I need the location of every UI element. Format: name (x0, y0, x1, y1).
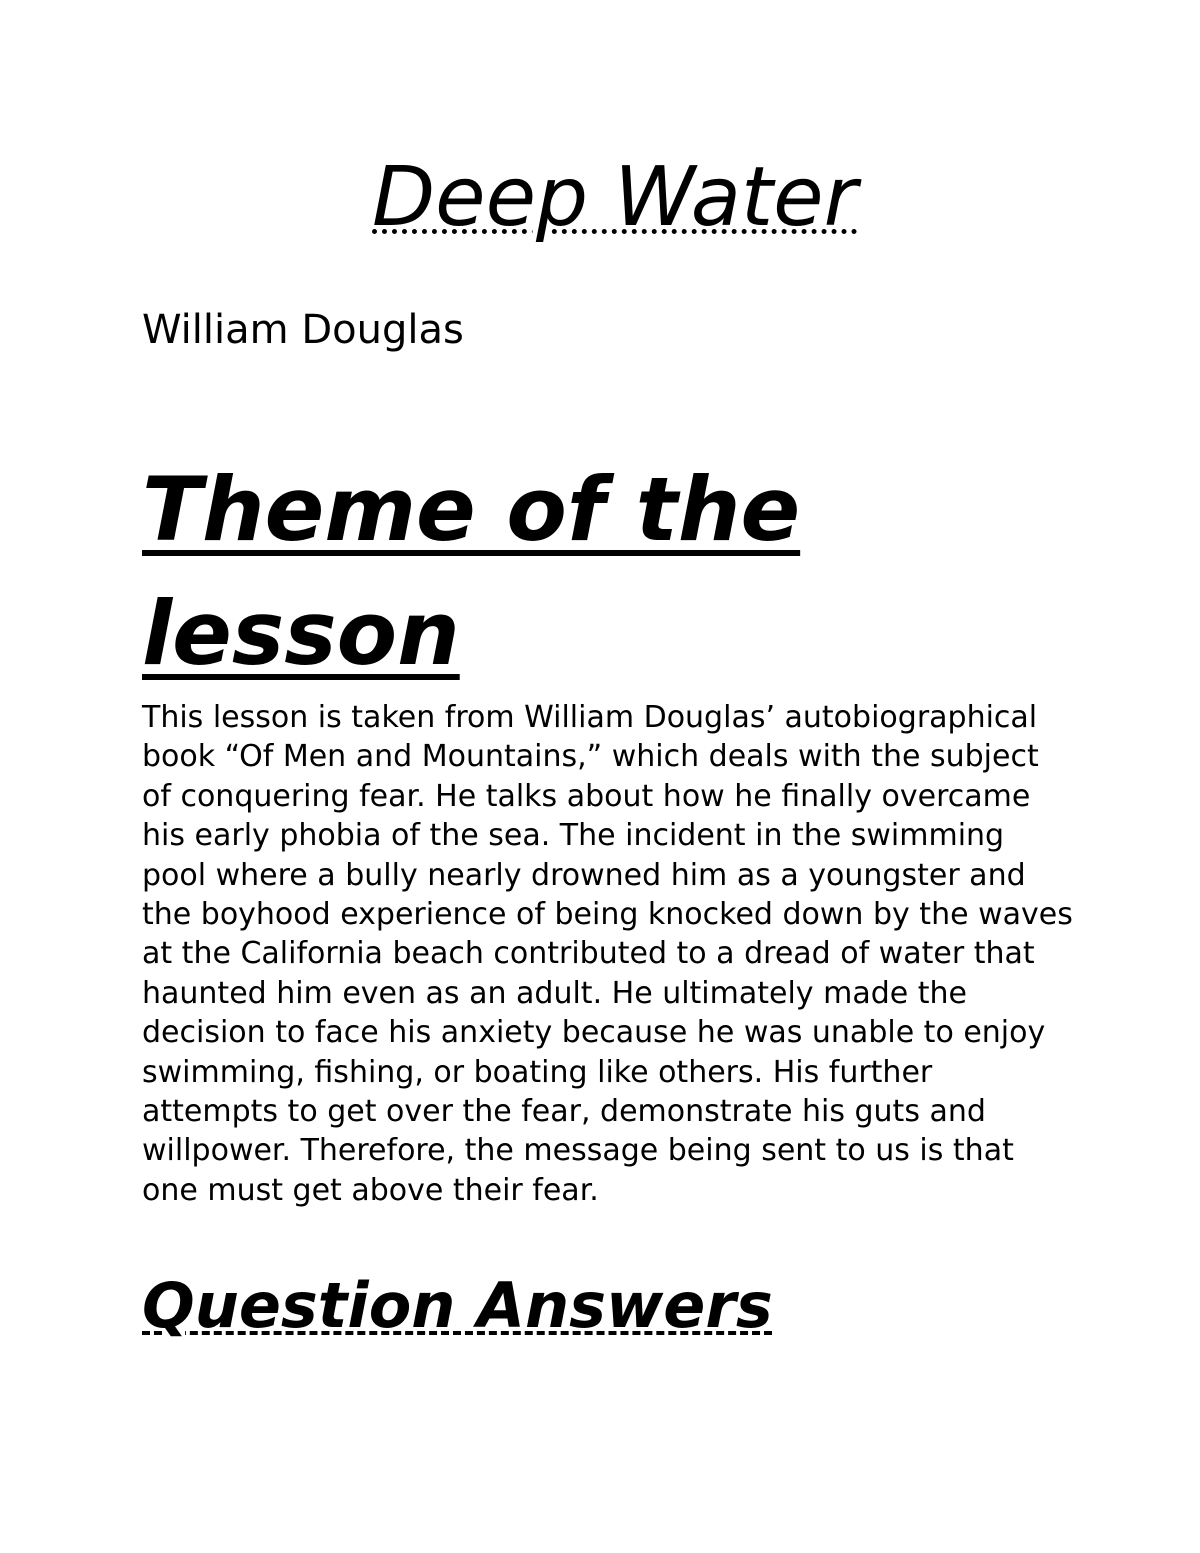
theme-paragraph: This lesson is taken from William Douglas’ autobiographical book “Of Men and Mountains,” which deals with the subject of conquering fear. He talks about how he finally overcame his early phobia of the sea. The incident in the swimming pool where a bully nearly drowned him as a youngster and the boyhood experience of being knocked down by the waves at the California beach contributed to a dread of water that haunted him even as an adult. He ultimately made the decision to face his anxiety because he was unable to enjoy swimming, fishing, or boating like others. His further attempts to get over the fear, demonstrate his guts and willpower. Therefore, the message being sent to us is that one must get above their fear. (142, 700, 1073, 1208)
theme-heading: Theme of the lesson (142, 458, 801, 685)
author-name: William Douglas (142, 307, 464, 353)
document-title: Deep Water (372, 150, 858, 245)
question-answers-heading: Question Answers (142, 1269, 773, 1342)
